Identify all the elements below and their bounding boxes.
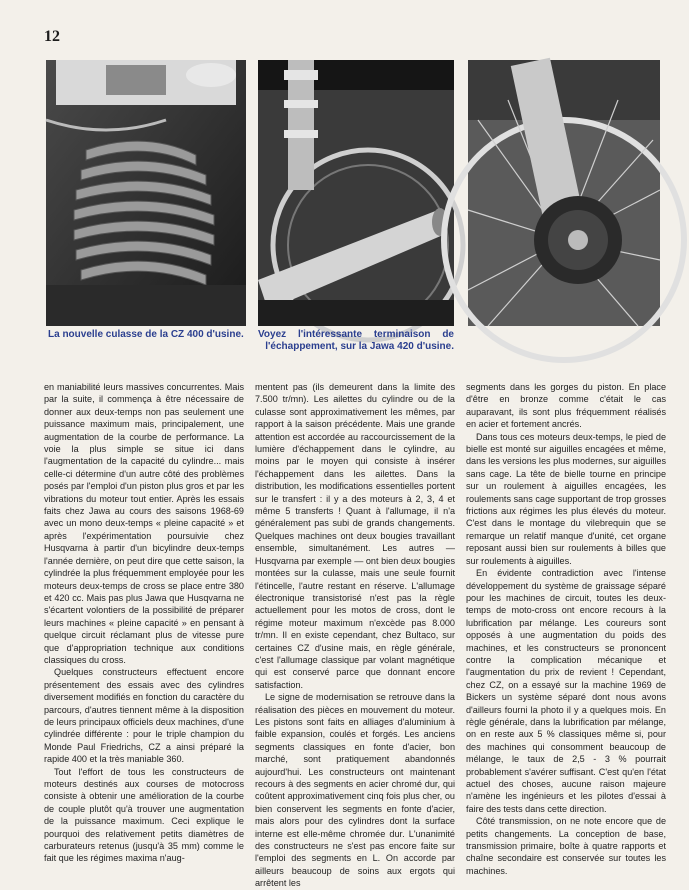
paragraph: mentent pas (ils demeurent dans la limite des 7.500 tr/mn). Les ailettes du cylindre ou de la culasse sont approximativement les mêmes, par rapport à la saison précédente. Mais une grande attention est accordée au raccourcissement de la lumière d'échappement dans le cylindre, au moins par le moyen qui consiste à insérer l'échappement dans les ailettes. Dans la distribution, les modifications essentielles portent sur le transfert : il y a des moteurs à 2, 3, 4 et même 5 transferts ! Quant à l'allumage, il n'a généralement pas subi de grands changements. Quelques machines ont deux bougies travaillant ensemble, simultanément. Les autres — Husqvarna par exemple — ont bien deux bougies montées sur la culasse, mais une seule fournit l'étincelle, l'autre restant en réserve. L'allumage électronique transistorisé n'est pas la règle actuellement pour les motos de cross, dont le régime moteur maximum n'excède pas 8.000 tr/mn. Il en existe cependant, chez Bultaco, sur certaines CZ d'usine mais, en règle générale, c'est l'allumage classique par volant magnétique qui est conservé parce que donnant encore satisfaction.	[255, 382, 455, 690]
photo-front-wheel-hub	[468, 60, 660, 326]
photo-jawa-exhaust	[258, 60, 454, 326]
paragraph: Le signe de modernisation se retrouve dans la réalisation des pièces en mouvement du moteur. Les pistons sont faits en alliages d'aluminium à faible expansion, coulés et forgés. Les anciens segments classiques en fonte d'acier, bon marché, sont pratiquement abandonnés aujourd'hui. Les constructeurs ont maintenant recours à des segments en acier chromé dur, qui coûtent approximativement cinq fois plus cher, ou bien conservent les segments en fonte d'acier, mais alors pour des cylindres dont la surface interne est elle-même chromée dur. L'unanimité des constructeurs ne s'est pas encore faite sur l'emploi des segments en L. On accorde par ailleurs beaucoup de soins aux ergots qui arrêtent les	[255, 692, 455, 889]
photo-caption-cz: La nouvelle culasse de la CZ 400 d'usine.	[48, 329, 244, 340]
paragraph: Tout l'effort de tous les constructeurs de moteurs destinés aux courses de motocross consiste à obtenir une amélioration de la courbe de couple plutôt qu'à trouver une augmentation de la puissance maximum. Ceci explique le pourquoi des relativement petits diamètres de carburateurs retenus (jusqu'à 35 mm) comme le fait que les régimes maxima n'aug-	[44, 766, 244, 864]
text-column-3	[466, 381, 666, 876]
paragraph: segments dans les gorges du piston. En place d'être en bronze comme c'était le cas auparavant, ils sont plus fréquemment réalisés en acier et fortement ancrés.	[466, 382, 666, 430]
photo-caption-jawa: Voyez l'intéressante terminaison de l'échappement, sur la Jawa 420 d'usine.	[258, 329, 454, 352]
paragraph: Côté transmission, on ne note encore que de petits changements. La conception de base, transmission primaire, boîte à quatre rapports et chaîne secondaire est conservée sur toutes les machines.	[466, 816, 666, 876]
text-column-1	[44, 381, 244, 871]
page-number: 12	[44, 28, 60, 45]
photo-cz-cylinder-head	[46, 60, 246, 326]
text-column-2	[255, 381, 455, 889]
paragraph: en maniabilité leurs massives concurrentes. Mais par la suite, il commença à être nécessaire de donner aux deux-temps non pas seulement une puissance maximum mais, principalement, une augmentation de la courbe de performance. La voie la plus simple se situe ici dans l'augmentation de la capacité du cylindre... mais celle-ci détermine d'un autre côté des problèmes posés par l'emploi d'un piston plus gros et par les vibrations du moteur tout entier. Après les essais faits chez Jawa au cours des saisons 1968-69 avec un mono deux-temps « pleine capacité » et après l'expérimentation poursuivie chez Husqvarna à partir d'un bicylindre deux-temps l'année dernière, on peut dire que cette saison, la cylindrée la plus fréquemment employée pour les moteurs deux-temps de cross se place entre 380 et 420 cc. Mais pas plus Jawa que Husqvarna ne s'écartent volontiers de la possibilité de préparer leurs machines « pleine capacité » en pensant à quelque circuit réclamant plus de vitesse pure que d'appropriation technique aux conditions classiques du cross.	[44, 382, 244, 665]
paragraph: En évidente contradiction avec l'intense développement du système de graissage séparé pour les machines de circuit, toutes les deux-temps de moto-cross ont encore recours à la lubrification par mélange. Les coureurs sont opposés à une augmentation du poids des machines, et les constructeurs se prononcent contre la complication mécanique et l'augmentation du prix de revient ! Cependant, chez CZ, on a essayé sur la machine 1969 de Bickers un système séparé dont nous avons d'ailleurs fourni la photo il y a quelques mois. En règle générale, dans la lubrification par mélange, on en reste aux 5 % classiques même si, pour des machines qui consomment beaucoup de mélange, le taux de 2,5 - 3 % pourrait probablement s'avérer suffisant. C'est qu'en l'état actuel des choses, aucune raison majeure n'amène les ingénieurs et les pilotes d'essai à faire des tests dans cette direction.	[466, 568, 666, 814]
paragraph: Quelques constructeurs effectuent encore présentement des essais avec des cylindres diversement modifiés en fonction du caractère du parcours, d'autres tiennent même à la disposition de leurs principaux officiels deux machines, d'une cylindrée différente : pour le triple champion du Monde Paul Friedrichs, CZ a ainsi préparé la rapide 400 et la très maniable 360.	[44, 667, 244, 765]
paragraph: Dans tous ces moteurs deux-temps, le pied de bielle est monté sur aiguilles encagées et même, dans les versions les plus modernes, sur aiguilles sans cage. La tête de bielle tourne en principe sur un roulement à aiguilles encagées, les roulements sans cage supportant de trop grosses frictions aux régimes les plus élevés du moteur. C'est dans le montage du vilebrequin que se remarque un relatif manque d'unité, cet organe reposant aussi bien sur roulements à billes que sur roulements à aiguilles.	[466, 431, 666, 566]
